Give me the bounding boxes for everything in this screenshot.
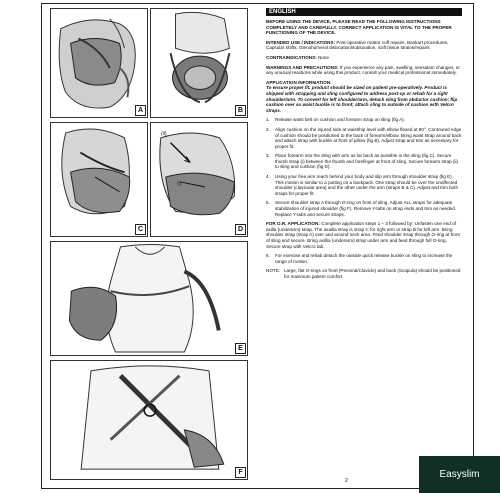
step-4-number: 4.	[266, 174, 270, 180]
step-5-text: Secure shoulder strap A through O-ring on front of sling. Adjust ALL straps for adequate stabilization of injured shoulder (fig F). Remove Y-tabs on strap ends and trim as needed. Replace Y-tabs and secure straps.	[275, 200, 457, 217]
language-heading: ENGLISH	[266, 8, 462, 16]
figure-f-panel	[50, 360, 248, 480]
thumb-strap-illustration	[151, 123, 247, 236]
panel-d-marker-ii: (ii)	[161, 131, 167, 137]
figure-e-label: E	[235, 343, 246, 354]
figure-a-label: A	[135, 105, 146, 116]
step-5	[266, 200, 462, 217]
contraindications-body: None	[316, 54, 329, 60]
step-4-text: Using your free arm reach behind your body and slip arm through shoulder strap (fig E). This motion is similar to a putting on a backpack. One strap should be over the unaffected shoulder (clavicular area) and the other under the arm (straps B & C). Adjust and trim both straps for proper fit.	[275, 174, 459, 196]
pillow-strap-illustration	[151, 9, 247, 117]
instructions-text-column	[266, 8, 462, 478]
figure-d-panel	[150, 122, 248, 237]
contraindications-paragraph	[266, 55, 462, 61]
figure-c-panel	[50, 122, 148, 237]
intro-paragraph: BEFORE USING THE DEVICE, PLEASE READ THE FOLLOWING INSTRUCTIONS COMPLETELY AND CAREFULLY. CORRECT APPLICATION IS VITAL TO THE PROPER FUNCTIONING OF THE DEVICE.	[266, 19, 452, 36]
figure-b-panel	[150, 8, 248, 118]
application-body: To ensure proper fit, product should be sized on patient pre-operatively. Product is shipped with strapping and sling configured to address post-op or rehab for a right shoulder/arm. To convert for left shoulder/arm, detach sling from abductor cushion; flip cushion over so waist buckle is to front; attach sling to outside of cushion with Velcro straps.	[266, 85, 458, 113]
figure-b-label: B	[235, 105, 246, 116]
warnings-body: If you experience any pain, swelling, sensation changes, or any unusual reactions while using this product, consult your medical professional immediately.	[266, 64, 460, 76]
panel-d-marker-i: (i)	[177, 181, 182, 187]
application-heading: APPLICATION INFORMATION:	[266, 79, 332, 85]
figure-a-panel	[50, 8, 148, 118]
waist-strap-front-illustration	[51, 242, 247, 355]
step-3	[266, 153, 462, 170]
note-label: NOTE:	[266, 268, 281, 274]
indications-heading: INTENDED USE / INDICATIONS:	[266, 39, 336, 45]
note	[266, 268, 462, 279]
indications-paragraph	[266, 40, 462, 51]
step-6-text: For exercise and rehab detach the outside quick release buckle on sling to increase the range of motion.	[275, 253, 453, 264]
warnings-heading: WARNINGS AND PRECAUTIONS:	[266, 64, 339, 70]
figure-e-panel	[50, 241, 248, 356]
or-application-paragraph	[266, 221, 462, 249]
shoulder-strap-back-illustration	[51, 361, 247, 479]
arm-in-sling-illustration	[51, 123, 147, 236]
or-application-heading: FOR O.R. APPLICATION:	[266, 221, 320, 227]
step-1-number: 1.	[266, 117, 270, 123]
step-1-text: Release waist belt on cushion and forearm strap on sling (fig A).	[275, 117, 405, 123]
figure-c-label: C	[135, 224, 146, 235]
step-2-number: 2.	[266, 126, 270, 132]
step-2	[266, 127, 462, 149]
or-application-body: Complete application steps 1 – 3 followed by: Unfasten one end of axilla (underarm) strap. The axailla strap is strap C for right arm or strap B for left arm. Bring shoulder strap (strap A) over and around neck area. Feed shoulder strap through O-ring at front of sling and secure. Bring axillia (underarm) strap under arm and feed through full O-ring. Secure strap with Velcro tab.	[266, 221, 460, 249]
arm-sling-fitting-illustration	[51, 9, 147, 117]
warnings-paragraph	[266, 65, 462, 76]
step-3-text: Place forearm into the sling with arm as far back as possible in the sling (fig C). Secure thumb strap (i) between the thumb and forefinger at front of sling. Secure forearm strap (ii) to sling and cushion (fig D).	[275, 153, 459, 170]
step-1	[266, 117, 462, 123]
step-2-text: Align cushion on the injured side at waist/hip level with elbow flexed at 90°. Contoured edge of cushion should be positioned to the back of forearm/elbow. Bring waist strap around back and attach strap with buckle at front of pillow (fig B). Adjust strap and trim as necessary for proper fit.	[275, 126, 462, 149]
contraindications-heading: CONTRAINDICATIONS:	[266, 54, 317, 60]
step-6	[266, 253, 462, 264]
step-4	[266, 174, 462, 196]
step-3-number: 3.	[266, 153, 270, 159]
step-6-number: 6.	[266, 253, 270, 259]
note-text: Large, flat O-rings on front (Pectoral/Clavicle) and back (Scapula) should be positioned for maximum patient comfort.	[284, 268, 461, 279]
figure-d-label: D	[235, 224, 246, 235]
page-number: 2	[345, 478, 348, 484]
indications-body: Post-operative rotator cuff repairs, Bankart procedures, Capsular shifts, Glenohumeral dislocation/subluxation, Soft tissue strains/repairs.	[266, 39, 449, 51]
easyslim-badge[interactable]: Easyslim	[419, 456, 500, 493]
step-5-number: 5.	[266, 200, 270, 206]
figure-f-label: F	[235, 467, 246, 478]
